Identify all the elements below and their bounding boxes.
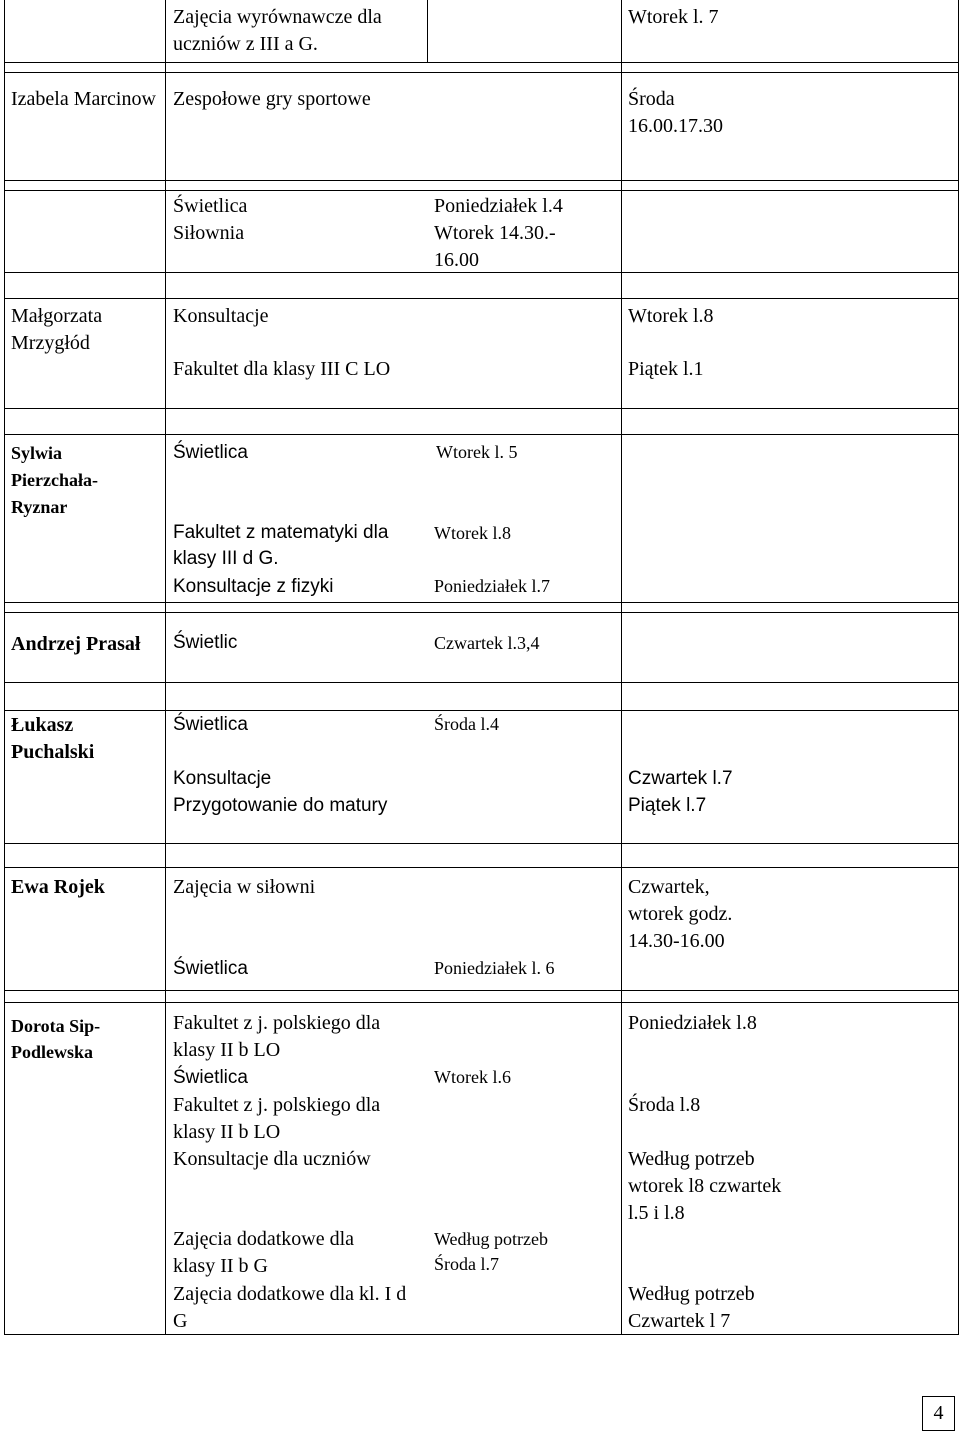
- schedule-cell: Poniedziałek l.4: [434, 195, 563, 217]
- activity-cell: Zajęcia dodatkowe dla kl. I d G: [173, 1283, 407, 1332]
- activity-cell: Konsultacje: [173, 305, 269, 327]
- schedule-cell: Poniedziałek l.7: [434, 576, 550, 596]
- schedule-cell: Poniedziałek l.8: [628, 1012, 757, 1034]
- activity-cell: Zajęcia w siłowni: [173, 876, 316, 898]
- schedule-cell: Wtorek l.8: [434, 523, 511, 543]
- teacher-name: Łukasz Puchalski: [11, 714, 95, 763]
- activity-cell: Zajęcia wyrównawcze dla uczniów z III a G.: [173, 6, 382, 55]
- teacher-name: Dorota Sip-Podlewska: [11, 1016, 101, 1062]
- schedule-cell: Wtorek l.8: [628, 305, 714, 327]
- schedule-cell: Piątek l.7: [628, 795, 707, 816]
- teacher-name: Małgorzata Mrzygłód: [11, 305, 103, 354]
- schedule-cell: Czwartek, wtorek godz. 14.30-16.00: [628, 876, 733, 952]
- activity-cell: Świetlica: [173, 1067, 248, 1088]
- teacher-name: Izabela Marcinow: [11, 88, 156, 110]
- activity-cell: Świetlica: [173, 195, 248, 217]
- activity-cell: Świetlic: [173, 632, 238, 653]
- schedule-cell: Środa l.4: [434, 714, 499, 734]
- schedule-cell: Poniedziałek l. 6: [434, 958, 555, 978]
- teacher-name: Andrzej Prasał: [11, 633, 141, 655]
- activity-cell: Konsultacje dla uczniów: [173, 1148, 371, 1170]
- activity-cell: Fakultet z j. polskiego dla klasy II b LO: [173, 1094, 381, 1143]
- schedule-cell: Według potrzeb wtorek l8 czwartek l.5 i l.8: [628, 1148, 782, 1224]
- schedule-cell: Według potrzeb Czwartek l 7: [628, 1283, 755, 1332]
- teacher-name: Sylwia Pierzchała-Ryznar: [11, 443, 98, 517]
- schedule-cell: Czwartek l.7: [628, 768, 733, 789]
- activity-cell: Siłownia: [173, 222, 245, 244]
- schedule-cell: Piątek l.1: [628, 358, 704, 380]
- schedule-cell: Czwartek l.3,4: [434, 633, 540, 653]
- activity-cell: Fakultet z matematyki dla klasy III d G.: [173, 522, 389, 569]
- activity-cell: Zajęcia dodatkowe dla klasy II b G: [173, 1228, 355, 1277]
- activity-cell: Konsultacje z fizyki: [173, 576, 334, 597]
- page-number: 4: [922, 1396, 955, 1431]
- activity-cell: Przygotowanie do matury: [173, 795, 388, 816]
- teacher-name: Ewa Rojek: [11, 876, 105, 898]
- activity-cell: Fakultet z j. polskiego dla klasy II b LO: [173, 1012, 381, 1061]
- activity-cell: Świetlica: [173, 714, 248, 735]
- schedule-cell: Według potrzeb Środa l.7: [434, 1229, 549, 1274]
- schedule-cell: Wtorek 14.30.- 16.00: [434, 222, 556, 271]
- schedule-cell: Wtorek l. 5: [436, 442, 518, 462]
- schedule-cell: Środa 16.00.17.30: [628, 88, 723, 137]
- schedule-cell: Środa l.8: [628, 1094, 701, 1116]
- activity-cell: Zespołowe gry sportowe: [173, 88, 371, 110]
- schedule-cell: Wtorek l.6: [434, 1067, 511, 1087]
- schedule-cell: Wtorek l. 7: [628, 6, 719, 28]
- activity-cell: Świetlica: [173, 958, 248, 979]
- activity-cell: Świetlica: [173, 442, 248, 463]
- activity-cell: Konsultacje: [173, 768, 272, 789]
- activity-cell: Fakultet dla klasy III C LO: [173, 358, 391, 380]
